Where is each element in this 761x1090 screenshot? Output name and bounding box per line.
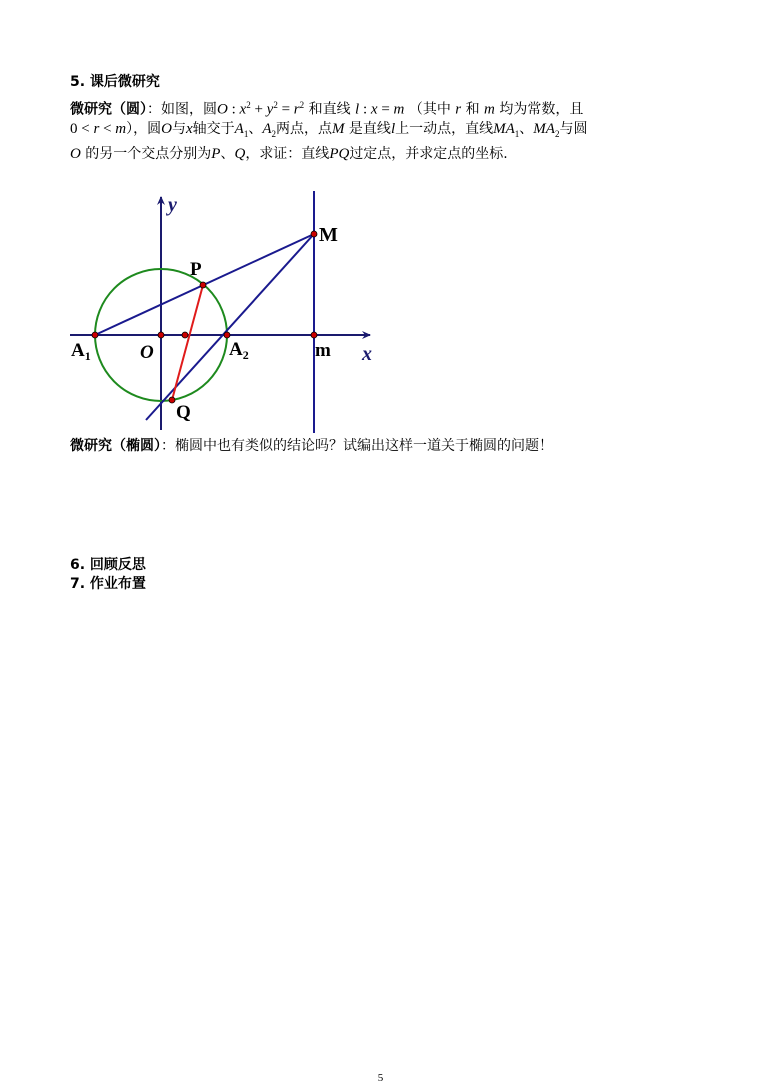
label-A1: $A_1$ <box>71 340 91 363</box>
section-7-heading: 7. 作业布置 <box>70 576 146 592</box>
point-A2 <box>224 332 230 338</box>
ellipse-problem <box>70 436 553 456</box>
ellipse-problem-label: 微研究（椭圆） <box>70 438 161 454</box>
section-5-heading: 5. 课后微研究 <box>70 74 160 90</box>
label-m: m <box>315 340 331 361</box>
label-x-axis: x <box>362 343 372 365</box>
point-P <box>200 282 206 288</box>
label-M: M <box>319 224 338 246</box>
line-MA2 <box>146 234 314 420</box>
point-Q <box>169 397 175 403</box>
point-A1 <box>92 332 98 338</box>
circle-problem-line-3: O 的另一个交点分别为P、Q，求证：直线PQ过定点，并求定点的坐标. <box>70 146 508 162</box>
circle-problem-line-1: 微研究（圆）：如图，圆O : $x^2 + y^2 = r^2$ 和直线 l : x = m （其中 r 和 m 均为常数，且 <box>70 100 584 118</box>
section-6-heading: 6. 回顾反思 <box>70 557 146 573</box>
point-O <box>158 332 164 338</box>
label-A2: $A_2$ <box>229 339 249 362</box>
chord-PQ <box>172 285 203 400</box>
ellipse-problem-text: ：椭圆中也有类似的结论吗？试编出这样一道关于椭圆的问题！ <box>161 438 553 454</box>
point-m <box>311 332 317 338</box>
label-y-axis: y <box>168 194 177 216</box>
label-Q: Q <box>176 402 191 423</box>
circle-problem-label: 微研究（圆） <box>70 101 147 118</box>
circle-problem-line-2: 0 < r < m），圆O与x轴交于$A_1$、$A_2$两点，点M 是直线l上一动点，直线$MA_1$、$MA_2$与圆 <box>70 121 588 139</box>
circle-geometry-figure <box>68 185 388 435</box>
label-O: O <box>140 342 154 363</box>
label-P: P <box>190 259 202 280</box>
point-fixed <box>182 332 188 338</box>
point-M <box>311 231 317 237</box>
page-number: 5 <box>377 1072 384 1084</box>
